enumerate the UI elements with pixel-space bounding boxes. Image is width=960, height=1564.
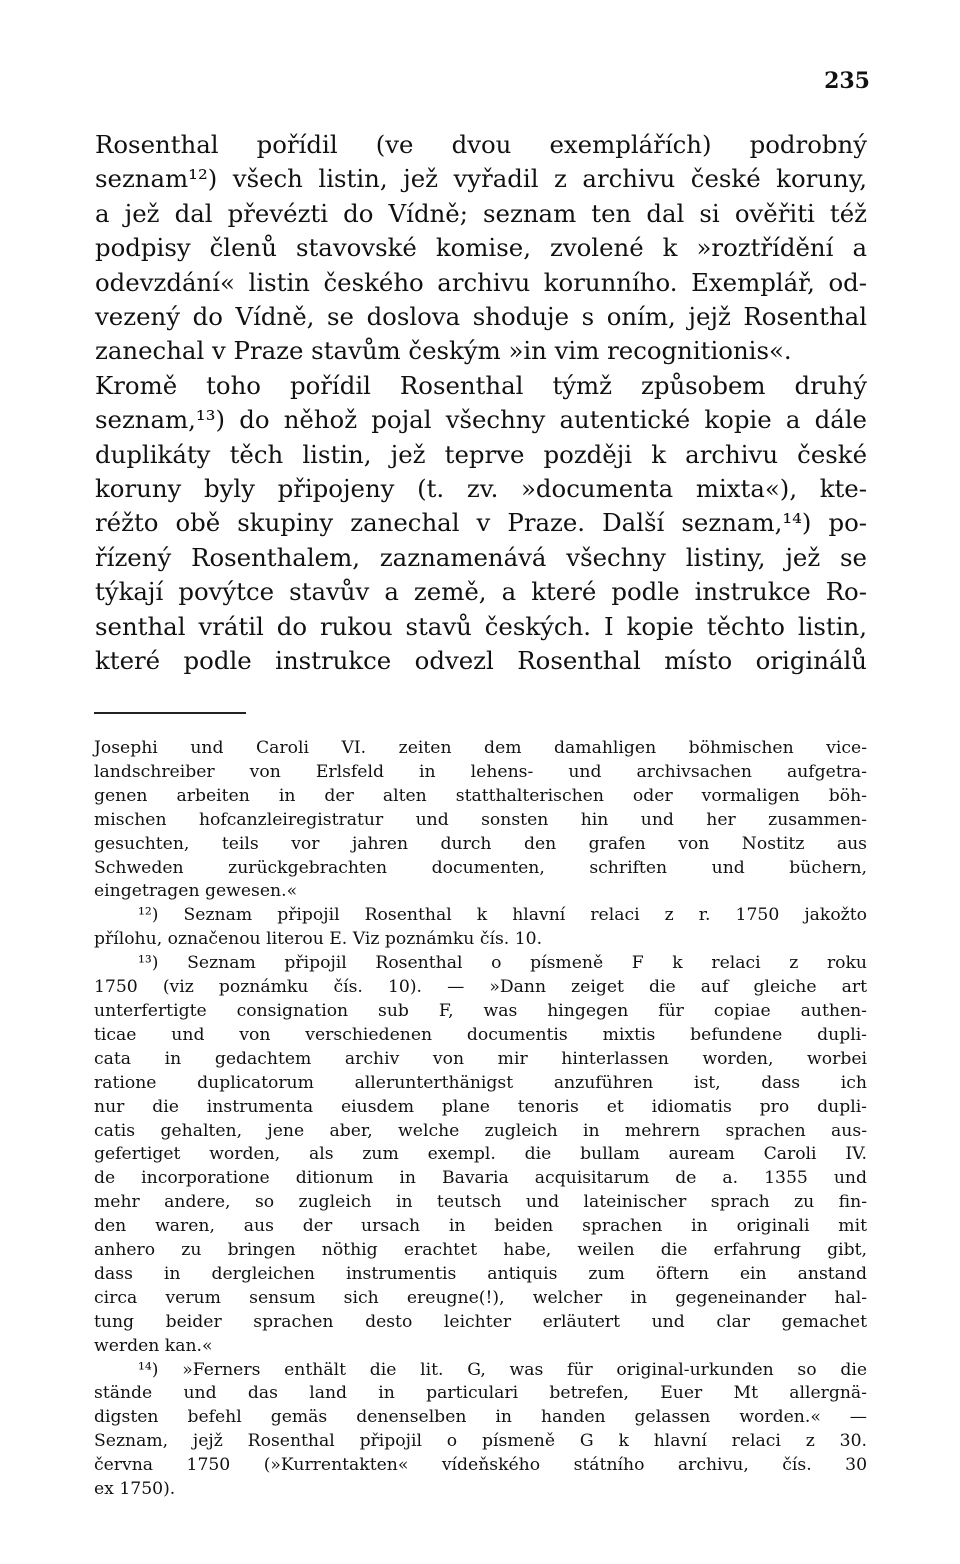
main-text-line: senthal vrátil do rukou stavů českých. I kopie těchto listin, — [95, 611, 867, 641]
footnote-line: tung beider sprachen desto leichter erläutert und clar gemachet — [94, 1311, 867, 1332]
footnote-line: genen arbeiten in der alten statthalterischen oder vormaligen böh- — [94, 785, 867, 806]
main-text-line: Rosenthal pořídil (ve dvou exemplářích) podrobný — [95, 130, 867, 159]
footnote-line: stände und das land in particulari betrefen, Euer Mt allergnä- — [94, 1383, 867, 1404]
main-text-line: duplikáty těch listin, jež teprve později k archivu české — [95, 439, 867, 469]
footnote-line: gefertiget worden, als zum exempl. die bullam auream Caroli IV. — [94, 1144, 867, 1165]
footnote-line: digsten befehl gemäs denenselben in handen gelassen worden.« — — [94, 1407, 867, 1428]
main-text-line: podpisy členů stavovské komise, zvolené k »roztřídění a — [95, 233, 867, 263]
footnote-line: 1750 (viz poznámku čís. 10). — »Dann zeiget die auf gleiche art — [94, 977, 867, 998]
footnote-line: anhero zu bringen nöthig erachtet habe, weilen die erfahrung gibt, — [94, 1240, 867, 1261]
main-text-line: odevzdání« listin českého archivu korunního. Exemplář, od- — [95, 267, 867, 297]
footnote-separator — [94, 712, 246, 714]
footnote-line: přílohu, označenou literou E. Viz poznámku čís. 10. — [94, 929, 543, 950]
footnote-line: Seznam, jejž Rosenthal připojil o písmeně G k hlavní relaci z 30. — [94, 1431, 867, 1452]
footnote-line: mehr andere, so zugleich in teutsch und lateinischer sprach zu fin- — [94, 1192, 867, 1213]
footnote-13-start: ¹³) Seznam připojil Rosenthal o písmeně F k relaci z roku — [138, 953, 867, 974]
footnote-line: nur die instrumenta eiusdem plane tenoris et idiomatis pro dupli- — [94, 1096, 867, 1117]
main-text-line: seznam,¹³) do něhož pojal všechny autentické kopie a dále — [95, 405, 867, 435]
main-text — [95, 128, 867, 679]
main-text-line: týkají povýtce stavův a země, a které podle instrukce Ro- — [95, 577, 867, 607]
footnote-line: června 1750 (»Kurrentakten« vídeňského státního archivu, čís. 30 — [94, 1455, 867, 1476]
footnote-14-start: ¹⁴) »Ferners enthält die lit. G, was für original-urkunden so die — [138, 1359, 867, 1380]
footnote-line: circa verum sensum sich ereugne(!), welcher in gegeneinander hal- — [94, 1287, 867, 1308]
main-text-line: réžto obě skupiny zanechal v Praze. Další seznam,¹⁴) po- — [95, 508, 867, 538]
page-number: 235 — [824, 68, 870, 94]
footnote-line: Josephi und Caroli VI. zeiten dem damahligen böhmischen vice- — [94, 738, 867, 758]
main-text-line: zanechal v Praze stavům českým »in vim recognitionis«. — [95, 336, 792, 366]
footnote-line: gesuchten, teils vor jahren durch den grafen von Nostitz aus — [94, 833, 867, 854]
footnote-12-start: ¹²) Seznam připojil Rosenthal k hlavní relaci z r. 1750 jakožto — [138, 905, 867, 926]
main-text-line: seznam¹²) všech listin, jež vyřadil z archivu české koruny, — [95, 164, 867, 194]
footnote-line: landschreiber von Erlsfeld in lehens- und archivsachen aufgetra- — [94, 761, 867, 782]
footnotes — [94, 737, 867, 1502]
footnote-line: werden kan.« — [94, 1335, 213, 1356]
footnote-line: ex 1750). — [94, 1479, 176, 1500]
main-text-line: řízený Rosenthalem, zaznamenává všechny listiny, jež se — [95, 542, 867, 572]
footnote-line: ticae und von verschiedenen documentis mixtis befundene dupli- — [94, 1024, 867, 1045]
footnote-line: ratione duplicatorum allerunterthänigst anzuführen ist, dass ich — [94, 1072, 867, 1093]
footnote-line: mischen hofcanzleiregistratur und sonsten hin und her zusammen- — [94, 809, 867, 830]
footnote-line: eingetragen gewesen.« — [94, 881, 298, 902]
footnote-line: catis gehalten, jene aber, welche zugleich in mehrern sprachen aus- — [94, 1120, 867, 1141]
main-text-line: Kromě toho pořídil Rosenthal týmž způsobem druhý — [95, 370, 867, 400]
main-text-line: a jež dal převézti do Vídně; seznam ten dal si ověřiti též — [95, 198, 867, 228]
footnote-line: unterfertigte consignation sub F, was hingegen für copiae authen- — [94, 1000, 867, 1021]
main-text-line: které podle instrukce odvezl Rosenthal místo originálů — [95, 646, 867, 676]
footnote-line: cata in gedachtem archiv von mir hinterlassen worden, worbei — [94, 1048, 867, 1069]
footnote-line: den waren, aus der ursach in beiden sprachen in originali mit — [94, 1216, 867, 1237]
footnote-line: de incorporatione ditionum in Bavaria acquisitarum de a. 1355 und — [94, 1168, 867, 1189]
footnote-line: dass in dergleichen instrumentis antiquis zum öftern ein anstand — [94, 1263, 867, 1284]
main-text-line: vezený do Vídně, se doslova shoduje s oním, jejž Rosenthal — [95, 302, 867, 332]
footnote-line: Schweden zurückgebrachten documenten, schriften und büchern, — [94, 857, 867, 878]
main-text-line: koruny byly připojeny (t. zv. »documenta mixta«), kte- — [95, 474, 867, 504]
